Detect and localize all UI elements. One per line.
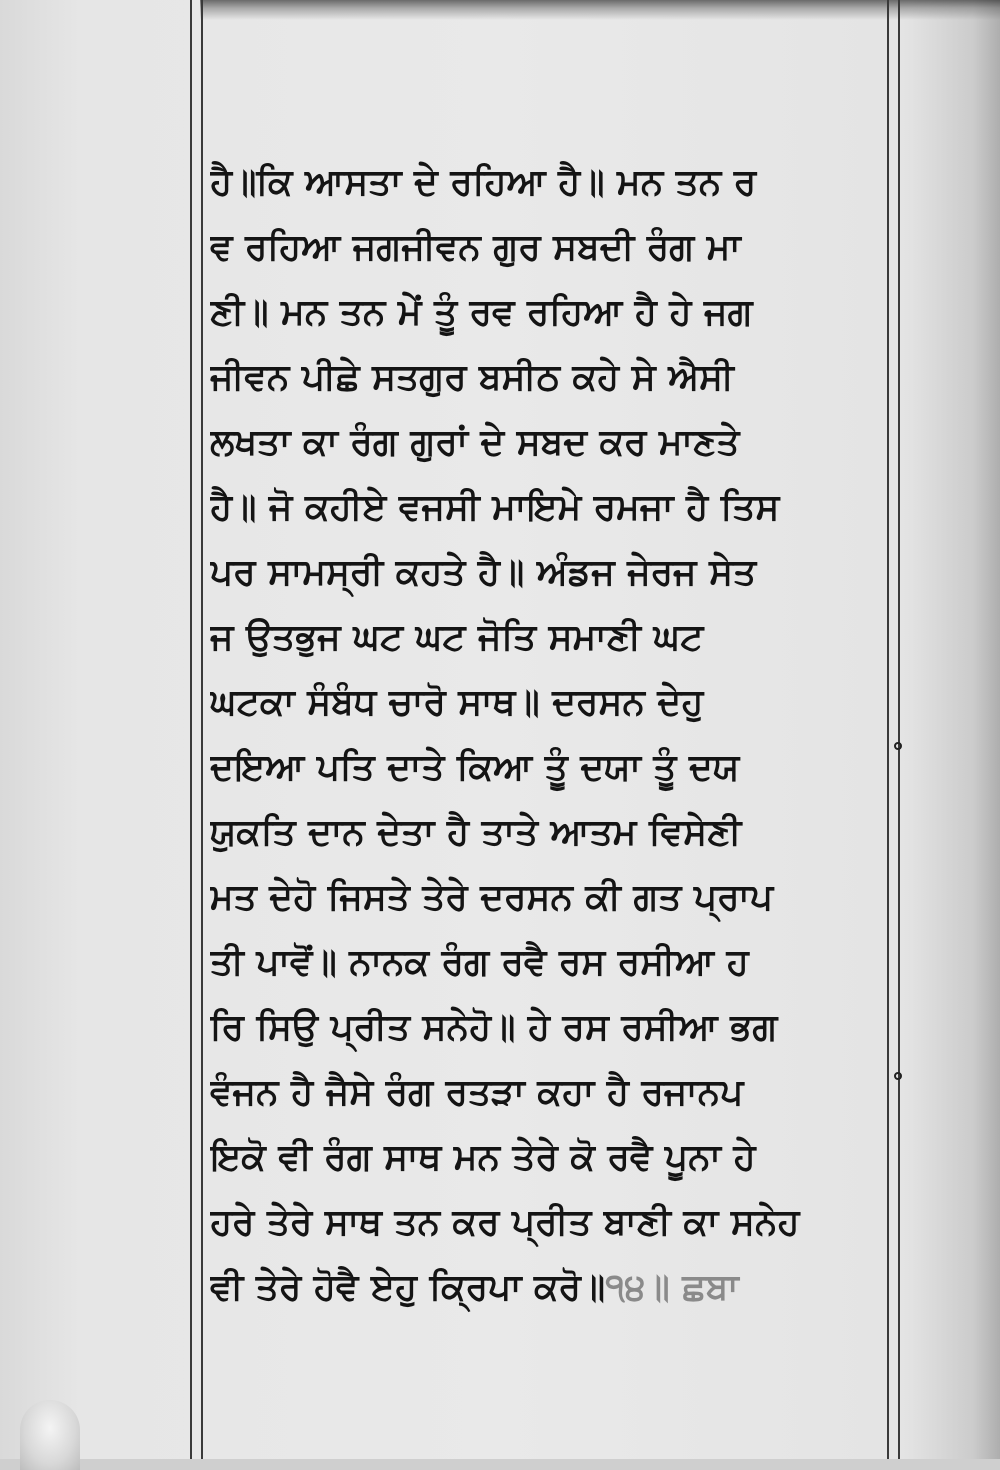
text-line-3: ਣੀ॥ ਮਨ ਤਨ ਮੇਂ ਤੂੰ ਰਵ ਰਹਿਆ ਹੈ ਹੇ ਜਗ [210,292,753,333]
text-line-15: ਵੰਜਨ ਹੈ ਜੈਸੇ ਰੰਗ ਰਤੜਾ ਕਹਾ ਹੈ ਰਜਾਨਪ [210,1072,744,1113]
text-line-2: ਵ ਰਹਿਆ ਜਗਜੀਵਨ ਗੁਰ ਸਬਦੀ ਰੰਗ ਮਾ [210,227,741,268]
right-margin-rule-outer [898,0,900,1459]
holder-thumb [20,1400,80,1470]
page-top-edge [200,0,1000,20]
margin-mark-dot [894,1072,902,1080]
text-line-6: ਹੈ॥ ਜੋ ਕਹੀਏ ਵਜਸੀ ਮਾਇਮੇ ਰਮਜਾ ਹੈ ਤਿਸ [210,487,780,528]
text-line-10: ਦਇਆ ਪਤਿ ਦਾਤੇ ਕਿਆ ਤੂੰ ਦਯਾ ਤੂੰ ਦਯ [210,747,740,788]
text-line-12: ਮਤ ਦੇਹੋ ਜਿਸਤੇ ਤੇਰੇ ਦਰਸਨ ਕੀ ਗਤ ਪ੍ਰਾਪ [210,877,774,918]
manuscript-text-block [210,150,882,1320]
text-line-8: ਜ ਉਤਭੁਜ ਘਟ ਘਟ ਜੋਤਿ ਸਮਾਣੀ ਘਟ [210,617,704,658]
text-line-14: ਰਿ ਸਿਉ ਪ੍ਰੀਤ ਸਨੇਹੋ॥ ਹੇ ਰਸ ਰਸੀਆ ਭਗ [210,1007,778,1048]
text-line-17: ਹਰੇ ਤੇਰੇ ਸਾਥ ਤਨ ਕਰ ਪ੍ਰੀਤ ਬਾਣੀ ਕਾ ਸਨੇਹ [210,1202,800,1243]
text-line-11: ਯੁਕਤਿ ਦਾਨ ਦੇਤਾ ਹੈ ਤਾਤੇ ਆਤਮ ਵਿਸੇਣੀ [210,812,742,853]
text-line-16: ਇਕੋ ਵੀ ਰੰਗ ਸਾਥ ਮਨ ਤੇਰੇ ਕੋ ਰਵੈ ਪੂਨਾ ਹੇ [210,1137,756,1178]
margin-mark-dot [894,742,902,750]
text-line-9: ਘਟਕਾ ਸੰਬੰਧ ਚਾਰੋ ਸਾਥ॥ ਦਰਸਨ ਦੇਹੁ [210,682,704,723]
text-line-4: ਜੀਵਨ ਪੀਛੇ ਸਤਗੁਰ ਬਸੀਠ ਕਹੇ ਸੇ ਐਸੀ [210,357,734,398]
left-margin-rule-inner [201,0,203,1459]
text-line-5: ਲਖਤਾ ਕਾ ਰੰਗ ਗੁਰਾਂ ਦੇ ਸਬਦ ਕਰ ਮਾਣਤੇ [210,422,740,463]
text-line-1: ਹੈ॥ਕਿ ਆਸਤਾ ਦੇ ਰਹਿਆ ਹੈ॥ ਮਨ ਤਨ ਰ [210,162,757,203]
text-line-18 [210,1255,882,1320]
page-fold-shadow [910,0,1000,1459]
final-line-text: ਵੀ ਤੇਰੇ ਹੋਵੈ ਏਹੁ ਕ੍ਰਿਪਾ ਕਰੋ॥ [210,1267,606,1308]
text-line-13: ਤੀ ਪਾਵੋਂ॥ ਨਾਨਕ ਰੰਗ ਰਵੈ ਰਸ ਰਸੀਆ ਹ [210,942,749,983]
catchword: ॥ ਛਬਾ [645,1267,739,1308]
right-margin-rule-inner [887,0,889,1459]
left-margin-rule-outer [190,0,192,1459]
page-number-marker: ੧੪ [605,1267,646,1308]
text-line-7: ਪਰ ਸਾਮਸ੍ਰੀ ਕਹਤੇ ਹੈ॥ ਅੰਡਜ ਜੇਰਜ ਸੇਤ [210,552,757,593]
